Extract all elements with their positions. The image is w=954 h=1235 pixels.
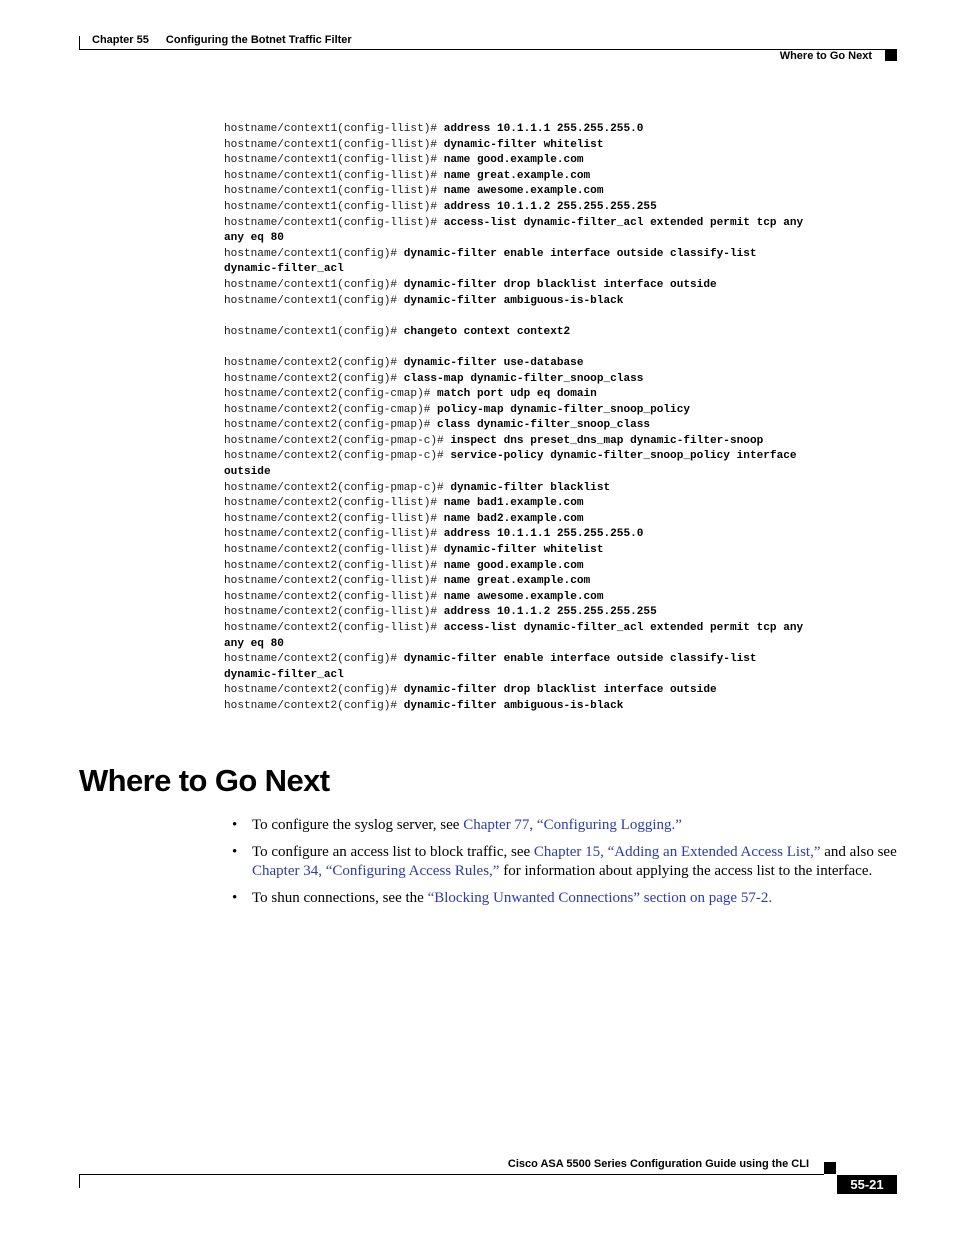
code-line bbox=[224, 169, 914, 185]
footer-marker-box bbox=[824, 1162, 836, 1174]
code-line bbox=[224, 278, 914, 294]
code-line bbox=[224, 449, 914, 465]
cli-prompt: hostname/context1(config-llist)# bbox=[224, 123, 444, 135]
cli-prompt: hostname/context2(config-llist)# bbox=[224, 590, 444, 603]
cli-command: dynamic-filter enable interface outside classify-list bbox=[403, 247, 757, 260]
code-line bbox=[224, 481, 914, 497]
cli-command: dynamic-filter_acl bbox=[224, 263, 344, 276]
list-item bbox=[232, 889, 897, 908]
code-line bbox=[224, 465, 914, 481]
code-line bbox=[224, 153, 914, 169]
cli-prompt: hostname/context1(config-llist)# bbox=[224, 216, 444, 229]
cli-command: class dynamic-filter_snoop_class bbox=[437, 419, 651, 432]
cli-command: dynamic-filter_acl bbox=[224, 668, 344, 681]
cli-command: class-map dynamic-filter_snoop_class bbox=[403, 372, 644, 385]
cli-prompt: hostname/context2(config)# bbox=[224, 356, 404, 369]
cli-prompt: hostname/context2(config)# bbox=[224, 372, 404, 385]
list-item-text: and also see bbox=[820, 844, 897, 860]
running-header-section: Where to Go Next bbox=[779, 50, 872, 62]
code-line bbox=[224, 699, 914, 715]
cli-prompt: hostname/context1(config)# bbox=[224, 325, 404, 338]
header-marker-box bbox=[885, 50, 897, 61]
code-line bbox=[224, 247, 914, 263]
cli-code-example bbox=[224, 122, 914, 715]
cli-prompt: hostname/context2(config-pmap)# bbox=[224, 419, 438, 432]
code-line bbox=[224, 621, 914, 637]
cli-prompt: hostname/context1(config-llist)# bbox=[224, 185, 444, 198]
cli-prompt: hostname/context1(config-llist)# bbox=[224, 154, 444, 167]
cli-prompt: hostname/context1(config-llist)# bbox=[224, 200, 444, 213]
cli-command: match port udp eq domain bbox=[437, 388, 597, 401]
bullet-icon: • bbox=[232, 817, 238, 833]
page-number-badge: 55-21 bbox=[837, 1175, 897, 1194]
cli-command: dynamic-filter use-database bbox=[403, 356, 584, 369]
cli-command: dynamic-filter enable interface outside classify-list bbox=[403, 653, 757, 666]
cli-prompt: hostname/context1(config)# bbox=[224, 247, 404, 260]
cli-prompt: hostname/context2(config-llist)# bbox=[224, 528, 444, 541]
cli-command: name good.example.com bbox=[443, 559, 584, 572]
cli-prompt: hostname/context2(config-pmap-c)# bbox=[224, 434, 451, 447]
footer-guide-title: Cisco ASA 5500 Series Configuration Guide using the CLI bbox=[507, 1158, 809, 1170]
list-item-text: for information about applying the access list to the interface. bbox=[499, 862, 873, 879]
code-line bbox=[224, 356, 914, 372]
cross-reference-link[interactable]: Chapter 34, “Configuring Access Rules,” bbox=[252, 862, 500, 879]
cli-command: outside bbox=[224, 466, 271, 479]
code-line bbox=[224, 200, 914, 216]
code-line bbox=[224, 574, 914, 590]
footer-rule bbox=[79, 1174, 824, 1175]
cli-command: service-policy dynamic-filter_snoop_policy interface bbox=[450, 450, 797, 463]
code-line bbox=[224, 387, 914, 403]
cli-command: any eq 80 bbox=[224, 232, 284, 245]
cli-prompt: hostname/context1(config-llist)# bbox=[224, 169, 444, 182]
cli-command: dynamic-filter ambiguous-is-black bbox=[403, 699, 624, 712]
code-line bbox=[224, 605, 914, 621]
code-line bbox=[224, 216, 914, 232]
cli-command: address 10.1.1.2 255.255.255.255 bbox=[443, 606, 657, 619]
cross-reference-link[interactable]: Chapter 15, “Adding an Extended Access List,” bbox=[533, 844, 821, 860]
cli-command: dynamic-filter whitelist bbox=[443, 544, 604, 557]
section-heading: Where to Go Next bbox=[79, 763, 330, 798]
cli-prompt: hostname/context2(config-llist)# bbox=[224, 544, 444, 557]
cli-command: name awesome.example.com bbox=[443, 185, 604, 198]
code-line bbox=[224, 309, 914, 325]
bullet-icon: • bbox=[232, 844, 238, 860]
cli-prompt: hostname/context1(config-llist)# bbox=[224, 138, 444, 151]
cli-prompt: hostname/context2(config-pmap-c)# bbox=[224, 450, 451, 463]
header-rule bbox=[79, 49, 897, 50]
cli-prompt: hostname/context1(config)# bbox=[224, 278, 404, 291]
cli-command: access-list dynamic-filter_acl extended permit tcp any bbox=[443, 622, 804, 634]
list-item-text: To configure an access list to block traffic, see bbox=[252, 844, 534, 860]
code-line bbox=[224, 231, 914, 247]
cli-command: name great.example.com bbox=[443, 169, 591, 182]
cli-prompt: hostname/context2(config)# bbox=[224, 699, 404, 712]
cross-reference-link[interactable]: Chapter 77, “Configuring Logging.” bbox=[463, 817, 682, 833]
code-line bbox=[224, 403, 914, 419]
cli-command: name bad1.example.com bbox=[443, 497, 584, 510]
code-line bbox=[224, 340, 914, 356]
cli-command: name bad2.example.com bbox=[443, 512, 584, 525]
cli-command: changeto context context2 bbox=[403, 325, 571, 338]
cli-command: inspect dns preset_dns_map dynamic-filter-snoop bbox=[450, 434, 764, 447]
cli-prompt: hostname/context2(config-llist)# bbox=[224, 606, 444, 619]
code-line bbox=[224, 372, 914, 388]
cli-command: any eq 80 bbox=[224, 637, 284, 650]
cli-command: address 10.1.1.1 255.255.255.0 bbox=[443, 123, 644, 135]
cli-prompt: hostname/context2(config-llist)# bbox=[224, 512, 444, 525]
cli-prompt: hostname/context2(config-cmap)# bbox=[224, 403, 438, 416]
cross-reference-link[interactable]: “Blocking Unwanted Connections” section on page 57-2. bbox=[427, 889, 773, 906]
code-line bbox=[224, 543, 914, 559]
code-line bbox=[224, 559, 914, 575]
cli-command: name great.example.com bbox=[443, 575, 591, 588]
code-line bbox=[224, 184, 914, 200]
bullet-icon: • bbox=[232, 889, 238, 906]
cli-prompt: hostname/context2(config-llist)# bbox=[224, 497, 444, 510]
cli-prompt: hostname/context2(config)# bbox=[224, 653, 404, 666]
list-item-text: To configure the syslog server, see bbox=[252, 817, 464, 833]
code-line bbox=[224, 122, 914, 138]
cli-command: dynamic-filter drop blacklist interface outside bbox=[403, 278, 717, 291]
cli-command: dynamic-filter blacklist bbox=[450, 481, 611, 494]
cli-prompt: hostname/context2(config-llist)# bbox=[224, 622, 444, 634]
list-item-text: To shun connections, see the bbox=[252, 889, 428, 906]
chapter-title: Configuring the Botnet Traffic Filter bbox=[165, 34, 352, 46]
code-line bbox=[224, 496, 914, 512]
header-left-rule bbox=[79, 36, 80, 50]
cli-command: policy-map dynamic-filter_snoop_policy bbox=[437, 403, 691, 416]
cli-command: dynamic-filter drop blacklist interface outside bbox=[403, 684, 717, 697]
cli-prompt: hostname/context2(config-pmap-c)# bbox=[224, 481, 451, 494]
cli-command: address 10.1.1.1 255.255.255.0 bbox=[443, 528, 644, 541]
cli-prompt: hostname/context2(config-llist)# bbox=[224, 559, 444, 572]
code-line bbox=[224, 262, 914, 278]
list-item bbox=[232, 843, 897, 880]
cli-command: access-list dynamic-filter_acl extended permit tcp any bbox=[443, 216, 804, 229]
next-steps-list bbox=[232, 816, 897, 916]
code-line bbox=[224, 325, 914, 341]
code-line bbox=[224, 512, 914, 528]
cli-command: name awesome.example.com bbox=[443, 590, 604, 603]
code-line bbox=[224, 527, 914, 543]
code-line bbox=[224, 683, 914, 699]
code-line bbox=[224, 590, 914, 606]
cli-prompt: hostname/context2(config-llist)# bbox=[224, 575, 444, 588]
code-line bbox=[224, 637, 914, 653]
running-header-chapter bbox=[92, 34, 352, 46]
cli-command: dynamic-filter ambiguous-is-black bbox=[403, 294, 624, 307]
cli-command: dynamic-filter whitelist bbox=[443, 138, 604, 151]
list-item bbox=[232, 816, 897, 835]
code-line bbox=[224, 434, 914, 450]
code-line bbox=[224, 668, 914, 684]
footer-left-rule bbox=[79, 1174, 80, 1188]
cli-prompt: hostname/context1(config)# bbox=[224, 294, 404, 307]
code-line bbox=[224, 138, 914, 154]
code-line bbox=[224, 652, 914, 668]
cli-prompt: hostname/context2(config-cmap)# bbox=[224, 388, 438, 401]
code-line bbox=[224, 294, 914, 310]
cli-command: name good.example.com bbox=[443, 154, 584, 167]
cli-command: address 10.1.1.2 255.255.255.255 bbox=[443, 200, 657, 213]
chapter-number: Chapter 55 bbox=[92, 34, 149, 46]
cli-prompt: hostname/context2(config)# bbox=[224, 684, 404, 697]
code-line bbox=[224, 418, 914, 434]
